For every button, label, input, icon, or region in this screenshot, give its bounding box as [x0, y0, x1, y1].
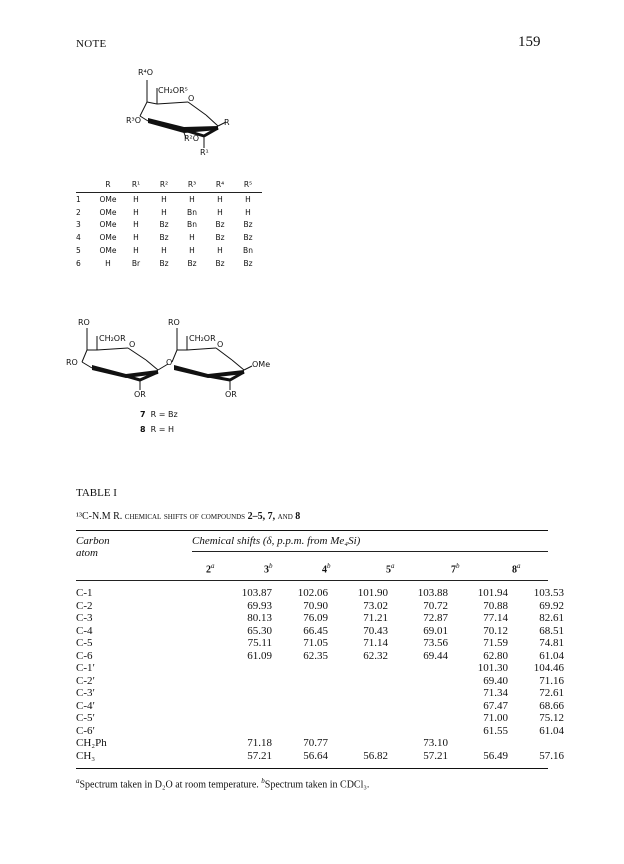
legend-text: R = Bz [150, 410, 178, 419]
legend-text: R = H [150, 425, 175, 434]
cell: OMe [99, 233, 117, 243]
shift-value [272, 700, 328, 713]
table-row [76, 257, 262, 270]
shift-value: 72.61 [539, 687, 564, 699]
shift-value: 75.11 [247, 637, 272, 649]
cell: Bz [159, 233, 169, 243]
shift-value: 101.94 [477, 587, 508, 599]
shift-value [328, 712, 388, 725]
cell: Bn [187, 207, 197, 217]
carbon-atom: CH₂Ph [76, 737, 107, 749]
cell: OMe [99, 246, 117, 256]
cell: H [217, 246, 223, 256]
cell: H [133, 246, 139, 256]
shift-value: 103.87 [241, 587, 272, 599]
table-row [76, 750, 564, 763]
shift-value [216, 662, 272, 675]
shift-value: 57.16 [539, 749, 564, 762]
compound-number: 5 [386, 564, 391, 576]
shift-value: 57.21 [247, 749, 272, 762]
cell: Bz [215, 220, 225, 230]
shift-value [216, 725, 272, 738]
label-r3o: R³O [126, 116, 142, 125]
shift-value [216, 700, 272, 713]
carbon-atom: C-2 [76, 599, 93, 612]
shift-value: 73.10 [423, 737, 448, 749]
cell: H [161, 207, 167, 217]
legend-7 [140, 410, 178, 419]
carbon-atom: CH₃ [76, 749, 96, 762]
footnote-mark: a [211, 562, 215, 570]
shift-value: 75.12 [539, 712, 564, 724]
footnote-b: Spectrum taken in CDCl₃. [264, 779, 370, 791]
shift-value: 71.05 [303, 637, 328, 649]
label-ro-right: RO [168, 318, 180, 327]
shifts-header-rule [192, 551, 548, 552]
shift-value: 61.04 [539, 724, 564, 737]
compound-number: 5 [76, 246, 81, 256]
compound-header [451, 562, 460, 575]
carbon-atom: C-1′ [76, 662, 95, 674]
carbon-atom: C-5′ [76, 712, 95, 724]
col-header-atom-line2: atom [76, 547, 98, 559]
cell: Bz [243, 258, 253, 268]
compound-number: 2 [76, 207, 81, 217]
compound-number: 8 [512, 564, 517, 576]
shift-value: 71.14 [363, 637, 388, 649]
cell: OMe [99, 194, 117, 204]
table-caption [76, 511, 300, 522]
shifts-table [76, 587, 564, 762]
table-row [76, 650, 564, 663]
col-header-atom-line1: Carbon [76, 535, 110, 547]
table-row [76, 244, 262, 257]
shift-value [272, 725, 328, 738]
compound-number: 6 [76, 258, 81, 268]
shift-value [388, 675, 448, 688]
shift-value: 68.66 [539, 699, 564, 712]
shift-value: 69.44 [423, 649, 448, 662]
compound-number: 7 [451, 564, 456, 576]
substituent-table [76, 176, 262, 270]
table-row [76, 219, 262, 232]
label-ro-left: RO [78, 318, 90, 327]
shift-value: 71.16 [539, 674, 564, 687]
col-header-atom [76, 535, 110, 559]
header-r5: R⁵ [234, 176, 262, 193]
cell: H [161, 246, 167, 256]
cell: OMe [99, 220, 117, 230]
shift-value [388, 712, 448, 725]
compound-number: 3 [264, 564, 269, 576]
shift-value [328, 737, 388, 750]
shift-value: 71.34 [483, 687, 508, 699]
carbon-atom: C-1 [76, 587, 93, 599]
shift-value: 70.77 [303, 737, 328, 749]
compound-number: 7 [140, 410, 146, 419]
shift-value: 71.00 [483, 712, 508, 724]
cell: Br [131, 258, 141, 268]
shift-value: 62.35 [303, 649, 328, 662]
shift-value [388, 700, 448, 713]
cell: Bz [243, 233, 253, 243]
carbon-atom: C-5 [76, 637, 93, 649]
shift-value: 70.43 [363, 624, 388, 637]
carbon-atom: C-4′ [76, 699, 95, 712]
shift-value: 101.30 [477, 662, 508, 674]
shift-value: 102.06 [297, 587, 328, 599]
cell: H [133, 194, 139, 204]
footnote-mark: b [261, 777, 265, 785]
shift-value [328, 700, 388, 713]
header-r: R [94, 176, 122, 193]
cell: H [217, 207, 223, 217]
shift-value: 67.47 [483, 699, 508, 712]
footnote-mark: a [76, 777, 80, 785]
shift-value: 77.14 [483, 612, 508, 624]
cell: H [133, 220, 139, 230]
cell: H [161, 194, 167, 204]
label-ch2or-left: CH₂OR [99, 334, 126, 343]
shift-value: 69.92 [539, 599, 564, 612]
compound-number: 4 [322, 564, 327, 576]
shift-value [328, 687, 388, 700]
table-row [76, 587, 564, 600]
shift-value: 72.87 [423, 612, 448, 624]
cell: Bz [215, 258, 225, 268]
shift-value [328, 662, 388, 675]
cell: H [245, 194, 251, 204]
disaccharide-drawing [70, 316, 290, 396]
cell: Bz [215, 233, 225, 243]
shift-value: 62.80 [483, 649, 508, 662]
shift-value [272, 712, 328, 725]
label-ch2or-right: CH₂OR [189, 334, 216, 343]
cell: H [189, 233, 195, 243]
table-footnotes [76, 777, 369, 790]
cell: OMe [99, 207, 117, 217]
header-r2: R² [150, 176, 178, 193]
caption-text: ¹³C-N.M R. chemical shifts of compounds [76, 511, 248, 522]
shift-value: 61.09 [247, 649, 272, 662]
compound-header [322, 562, 331, 575]
shift-value: 82.61 [539, 612, 564, 624]
shift-value [388, 662, 448, 675]
shift-value: 76.09 [303, 612, 328, 624]
carbon-atom: C-6′ [76, 724, 95, 737]
shift-value [328, 675, 388, 688]
table-bottom-rule [76, 768, 548, 769]
table-top-rule [76, 530, 548, 531]
shift-value: 69.01 [423, 624, 448, 637]
shift-value: 65.30 [247, 624, 272, 637]
shift-value [328, 725, 388, 738]
structure-monosaccharide [100, 60, 300, 170]
compound-header [206, 562, 215, 575]
label-or-left: OR [134, 390, 146, 399]
shift-value: 101.90 [357, 587, 388, 599]
shift-value: 61.55 [483, 724, 508, 737]
table-row [76, 625, 564, 638]
footnote-a: Spectrum taken in D₂O at room temperature. [79, 779, 259, 791]
compound-number: 1 [76, 194, 81, 204]
cell: H [189, 194, 195, 204]
shift-value: 74.81 [539, 637, 564, 649]
shift-value: 70.12 [483, 624, 508, 637]
carbon-atom: C-2′ [76, 674, 95, 687]
table-row [76, 637, 564, 650]
cell: H [245, 207, 251, 217]
table-row [76, 687, 564, 700]
shift-value: 62.32 [363, 649, 388, 662]
ring-oxygen: O [188, 94, 195, 103]
table-row [76, 600, 564, 613]
legend-8 [140, 425, 174, 434]
label-ch2or5: CH₂OR⁵ [158, 86, 188, 95]
table-row [76, 712, 564, 725]
carbon-atom: C-3′ [76, 687, 95, 699]
shift-value [216, 712, 272, 725]
shift-value: 70.90 [303, 599, 328, 612]
header-r3: R³ [178, 176, 206, 193]
shift-value: 71.59 [483, 637, 508, 649]
ring-oxygen-left: O [129, 340, 136, 349]
table-row [76, 725, 564, 738]
caption-compounds: 2–5, 7, [247, 511, 276, 522]
compound-number: 8 [140, 425, 146, 434]
footnote-mark: a [391, 562, 395, 570]
shift-value: 70.88 [483, 599, 508, 612]
page-number: 159 [518, 34, 541, 50]
label-r1: R¹ [200, 148, 209, 157]
shift-value: 57.21 [423, 749, 448, 762]
label-r: R [224, 118, 230, 127]
footnote-mark: b [269, 562, 273, 570]
table-row [76, 206, 262, 219]
cell: Bz [159, 220, 169, 230]
shift-value [216, 687, 272, 700]
shift-value: 73.56 [423, 637, 448, 649]
shift-value: 56.82 [363, 749, 388, 762]
shift-value: 80.13 [247, 612, 272, 624]
shift-value: 104.46 [533, 662, 564, 674]
shift-value [448, 737, 508, 750]
compound-header [386, 562, 395, 575]
shift-value [508, 737, 564, 750]
label-or-right: OR [225, 390, 237, 399]
footnote-mark: b [456, 562, 460, 570]
running-header: NOTE [76, 38, 107, 50]
label-r2o: R²O [184, 134, 200, 143]
table-row [76, 700, 564, 713]
label-ro-ring: RO [66, 358, 78, 367]
compound-number: 2 [206, 564, 211, 576]
header-r1: R¹ [122, 176, 150, 193]
shift-value: 103.53 [533, 587, 564, 599]
footnote-mark: a [517, 562, 521, 570]
compound-number: 4 [76, 233, 81, 243]
header-r4: R⁴ [206, 176, 234, 193]
shift-value: 71.18 [247, 737, 272, 749]
shift-value: 69.40 [483, 674, 508, 687]
structure-disaccharide [66, 316, 290, 451]
label-r4o: R⁴O [138, 68, 154, 77]
label-ome: OMe [252, 360, 271, 369]
table-label: TABLE I [76, 487, 117, 499]
shift-value: 66.45 [303, 624, 328, 637]
shift-value: 69.93 [247, 599, 272, 612]
caption-last: 8 [295, 511, 301, 522]
cell: Bn [187, 220, 197, 230]
shift-value: 70.72 [423, 599, 448, 612]
cell: Bz [159, 258, 169, 268]
shift-value: 71.21 [363, 612, 388, 624]
compound-header [264, 562, 273, 575]
carbon-atom: C-4 [76, 624, 93, 637]
header-bottom-rule [76, 580, 548, 581]
cell: H [133, 207, 139, 217]
caption-and: and [275, 511, 296, 522]
shift-value: 103.88 [417, 587, 448, 599]
table-row [76, 193, 262, 206]
shift-value [388, 687, 448, 700]
cell: H [189, 246, 195, 256]
cell: H [105, 258, 111, 268]
table-row [76, 675, 564, 688]
cell: Bn [243, 246, 253, 256]
shift-value: 73.02 [363, 599, 388, 612]
cell: Bz [243, 220, 253, 230]
shift-value: 68.51 [539, 624, 564, 637]
footnote-mark: b [327, 562, 331, 570]
shift-value [216, 675, 272, 688]
table-row [76, 231, 262, 244]
shift-value: 56.49 [483, 749, 508, 762]
shift-value: 61.04 [539, 649, 564, 662]
shift-value [272, 675, 328, 688]
carbon-atom: C-3 [76, 612, 93, 624]
table-row [76, 662, 564, 675]
carbon-atom: C-6 [76, 649, 93, 662]
shift-value [272, 662, 328, 675]
table-row [76, 612, 564, 625]
table-row [76, 737, 564, 750]
cell: Bz [187, 258, 197, 268]
glycosidic-oxygen: O [166, 358, 173, 367]
compound-header [512, 562, 521, 575]
shift-value: 56.64 [303, 749, 328, 762]
shift-value [272, 687, 328, 700]
cell: H [217, 194, 223, 204]
compound-number: 3 [76, 220, 81, 230]
col-header-shifts: Chemical shifts (δ, p.p.m. from Me₄Si) [192, 535, 361, 547]
cell: H [133, 233, 139, 243]
shift-value [388, 725, 448, 738]
ring-oxygen-right: O [217, 340, 224, 349]
